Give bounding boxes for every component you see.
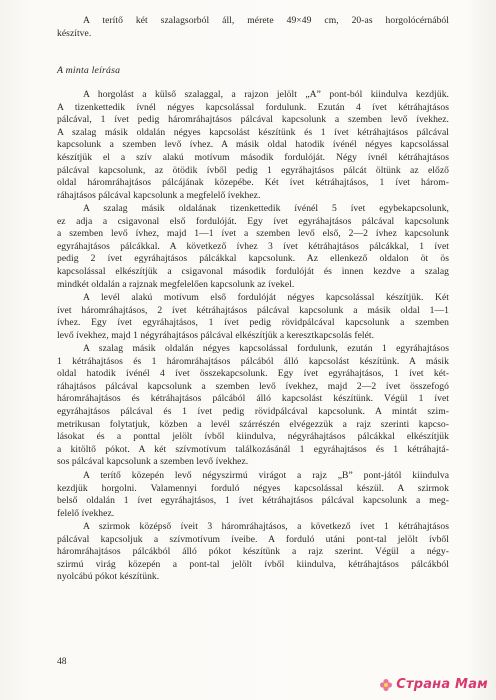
- text-line: A tizenkettedik ívnél négyes kapcsolással fordulunk. Ezután 4 ívet kétráhajtásos: [57, 101, 449, 113]
- text-line: egyráhajtásos pálcával és 1 ívet pedig rövidpálcával kapcsolunk. A mintát szim-: [57, 405, 449, 417]
- text-line: ráhajtásos pálcával kapcsolunk a szemben levő ívekhez, majd 2—2 ívet összefogó: [57, 380, 449, 392]
- text-line: A szirmok középső íveit 3 háromráhajtásos, a következő ívet 1 kétráhajtásos: [83, 521, 449, 532]
- text-line: sos pálcával kapcsolunk a szemben levő ívekhez.: [57, 456, 249, 468]
- text-line: egyráhajtásos pálcákkal. A következő ívhez 3 ívet kétráhajtásos pálcákkal, 1 ívet: [57, 240, 449, 252]
- text-line: nyolcábú pókot készítünk.: [57, 571, 160, 583]
- text-line: ez adja a csigavonal első fordulóját. Egy ívet egyráhajtásos pálcával kapcsolunk: [57, 215, 449, 227]
- text-line: A szalag másik oldalán négyes kapcsolást készítünk és 1 ívet kétráhajtásos pálcával: [57, 126, 449, 138]
- text-line: készítjük el a szív alakú motívum második fordulóját. Négy ívnél kétráhajtásos: [57, 151, 449, 163]
- text-line: kapcsolással elkészítjük a csigavonal második fordulóját és innen kezdve a szalag: [57, 265, 449, 277]
- text-line: belső oldalán 1 ívet egyráhajtásos, 1 ívet kétráhajtásos pálcával kapcsolunk a meg-: [57, 495, 449, 507]
- intro-line: A terítő két szalagsorból áll, mérete 49×49 cm, 20-as horgolócérnából: [83, 15, 449, 26]
- text-line: ívhez. Egy ívet egyráhajtásos, 1 ívet pedig rövidpálcával kapcsolunk a szemben: [57, 317, 449, 329]
- text-line: kezdjük horgolni. Valamennyi forduló négyes kapcsolással készül. A szirmok: [57, 482, 449, 494]
- text-line: mindkét oldalán a rajznak megfelelően kapcsolunk az ívekel.: [57, 278, 295, 290]
- text-line: lásokat és a ponttal jelölt ívből kiindulva, négyráhajtásos pálcákkal elkészítjük: [57, 431, 449, 443]
- text-line: A szalag másik oldalán négyes kapcsolással fordulunk, ezután 1 egyráhajtásos: [83, 343, 449, 354]
- paragraph-3: [57, 292, 449, 342]
- text-line: ráhajtásos pálcával kapcsolunk a megfelelő ívekhez.: [57, 189, 261, 201]
- text-line: szirmú virág közepén a pont-tal jelölt ívből kiindulva, kétráhajtásos pálcákból: [57, 558, 449, 570]
- text-line: ívet háromráhajtásos, 2 ívet kétráhajtásos pálcával kapcsolunk a másik oldal 1—1: [57, 304, 449, 316]
- text-line: pedig 2 ívet egyráhajtásos pálcákkal kapcsolunk. Az ellenkező oldalon öt ös: [57, 253, 449, 265]
- text-line: 1 kétráhajtásos és 1 háromráhajtásos pálcából álló kapcsolást készítünk. A másik: [57, 355, 449, 367]
- section-heading: A minta leírása: [57, 65, 121, 76]
- intro-paragraph: [57, 15, 449, 40]
- text-line: A terítő közepén levő négyszirmú virágot a rajz „B” pont-jától kiindulva: [83, 470, 449, 481]
- text-line: a szemben levő ívhez, majd 1—1 ívet a szemben levő első, 2—2 ívhez kapcsolunk: [57, 228, 449, 240]
- text-line: A horgolást a külső szalaggal, a rajzon jelölt „A” pont-ból kiindulva kezdjük.: [83, 89, 449, 100]
- text-line: kapcsolunk a szemben levő ívhez. A másik oldal hatodik ívénél négyes kapcsolással: [57, 139, 449, 151]
- text-line: oldal hatodik ívénél 4 ívet összekapcsolunk. Egy ívet egyráhajtásos, 1 ívet két-: [57, 368, 449, 380]
- flower-icon: [379, 678, 393, 692]
- text-line: oldal háromráhajtásos pálcájának közepébe. Két ívet kétráhajtásos, 1 ívet három-: [57, 177, 449, 189]
- text-line: pálcával kapcsolunk, az ötödik ívből pedig 1 egyráhajtásos pálcát öltünk az előző: [57, 164, 449, 176]
- text-line: A szalag másik oldalának tizenkettedik ívénél 5 ívet egybekapcsolunk,: [83, 203, 449, 214]
- paragraph-4: [57, 343, 449, 469]
- intro-line: készítve.: [57, 27, 92, 39]
- text-line: a kitöltő pókot. A két szívmotívum találkozásánál 1 egyráhajtásos és 1 kétráhajtá-: [57, 443, 449, 455]
- site-watermark: [379, 677, 488, 692]
- text-line: háromráhajtásos pálcákból álló pókot készítünk a rajz szerint. Végül a négy-: [57, 546, 449, 558]
- text-line: pálcával, 1 ívet pedig háromráhajtásos pálcával kapcsolunk a szemben levő ívekhez.: [57, 114, 449, 126]
- text-line: levő ívekhez, majd 1 négyráhajtásos pálcával elkészítjük a keresztkapcsolás felét.: [57, 329, 375, 341]
- paragraph-2: [57, 203, 449, 291]
- text-line: A levél alakú motívum első fordulóját négyes kapcsolással készítjük. Két: [83, 292, 449, 303]
- text-line: metrikusan folytatjuk, közben a levél szárrészén elvégezzük a rajz szerinti kapcso-: [57, 418, 449, 430]
- text-line: pálcával kapcsoljuk a szívmotívum íveibe. A forduló utáni pont-tal jelölt ívből: [57, 533, 449, 545]
- paragraph-6: [57, 521, 449, 584]
- text-line: felelő ívekhez.: [57, 507, 115, 519]
- watermark-text: Страна Мам: [396, 677, 488, 692]
- paragraph-5: [57, 470, 449, 520]
- page-number: 48: [57, 656, 67, 667]
- paragraph-1: [57, 89, 449, 202]
- text-line: háromráhajtásos és kétráhajtásos pálcából álló kapcsolást készítünk. Végül 1 ívet: [57, 393, 449, 405]
